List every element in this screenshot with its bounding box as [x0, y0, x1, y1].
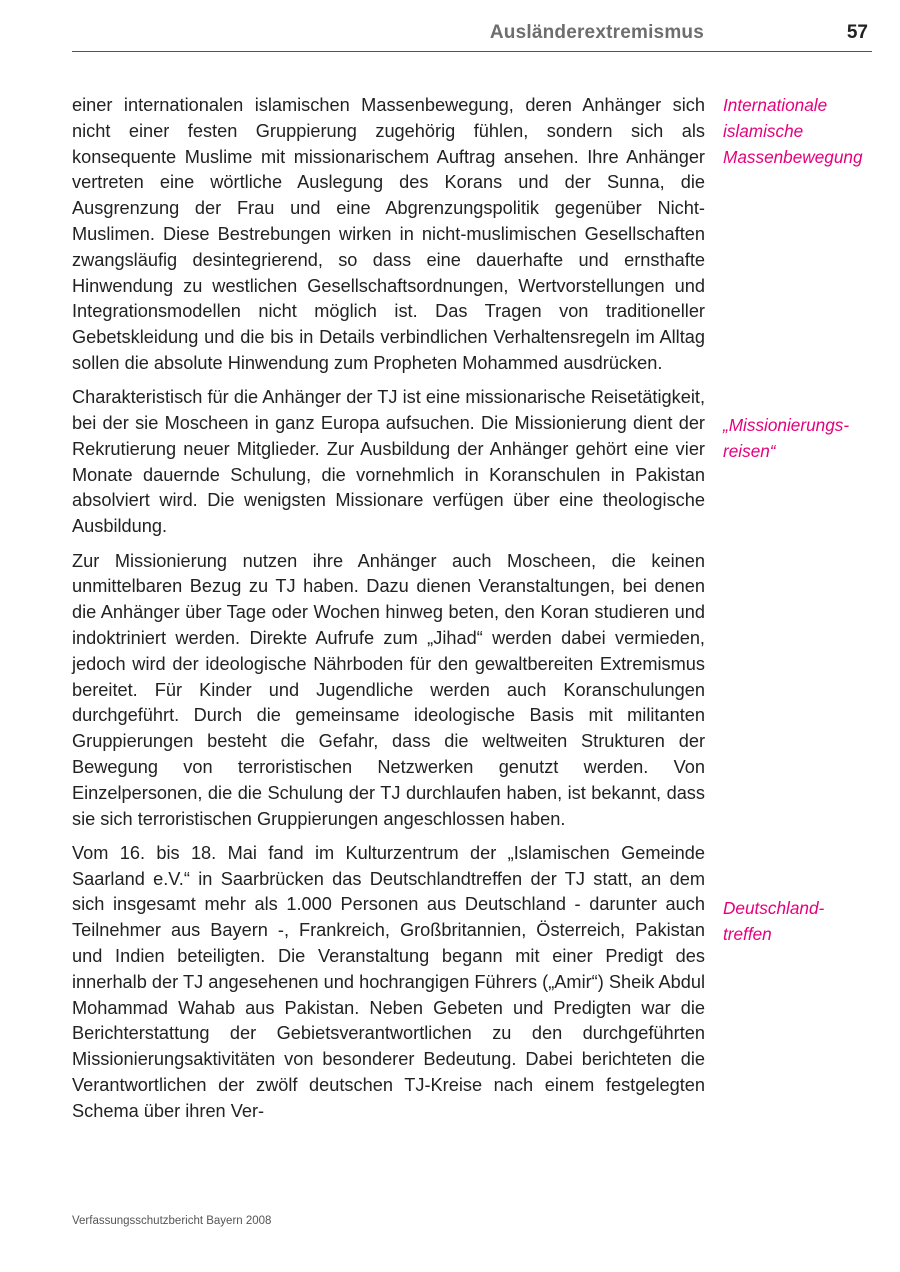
- main-text-column: [72, 93, 705, 1133]
- paragraph-missionierungsreisen: Charakteristisch für die Anhänger der TJ ist eine missionarische Reisetätigkeit, bei der sie Moscheen in ganz Europa aufsuchen. Die Missionierung dient der Rekrutierung neuer Mitglieder. Zur Ausbildung der Anhänger gehört eine vier Monate dauernde Schulung, die vornehmlich in Koranschulen in Pakistan absolviert wird. Die wenigsten Missionare verfügen über eine theologische Ausbildung.: [72, 387, 705, 537]
- section-title: Ausländerextremismus: [489, 22, 704, 43]
- running-header: [72, 22, 868, 52]
- paragraph-moscheen: Zur Missionierung nutzen ihre Anhänger auch Moscheen, die keinen unmittelbaren Bezug zu TJ haben. Dazu dienen Veranstaltungen, bei denen die Anhänger über Tage oder Wochen hinweg beten, den Koran studieren und indoktriniert werden. Direkte Aufrufe zum „Jihad“ werden dabei vermieden, jedoch wird der ideologische Nährboden für den gewaltbereiten Extremismus bereitet. Für Kinder und Jugendliche werden auch Koranschulungen durchgeführt. Durch die gemeinsame ideologische Basis mit militanten Gruppierungen besteht die Gefahr, dass die weltweiten Strukturen der Bewegung von terroristischen Netzwerken genutzt werden. Von Einzelpersonen, die die Schulung der TJ durchlaufen haben, ist bekannt, dass sie sich terroristischen Gruppierungen angeschlossen haben.: [72, 550, 705, 829]
- margin-note-massenbewegung: Internationale islamische Massenbewegung: [723, 95, 863, 167]
- page-footer: Verfassungsschutzbericht Bayern 2008: [72, 1215, 272, 1227]
- page-number: 57: [846, 22, 868, 43]
- paragraph-massenbewegung: einer internationalen islamischen Massenbewegung, deren Anhänger sich nicht einer festen Gruppierung zugehörig fühlen, sondern sich als konsequente Muslime mit missionarischem Auftrag ansehen. Ihre Anhänger vertreten eine wörtliche Auslegung des Korans und der Sunna, die Ausgrenzung der Frau und eine Abgrenzungspolitik gegenüber Nicht-Muslimen. Diese Bestrebungen wirken in nicht-muslimischen Gesellschaften zwangsläufig desintegrierend, so dass eine dauerhafte und ernsthafte Hinwendung zu westlichen Gesellschaftsordnungen, Wertvorstellungen und Integrationsmodellen nicht möglich ist. Das Tragen von traditioneller Gebetskleidung und die bis in Details verbindlichen Verhaltensregeln im Alltag sollen die absolute Hinwendung zum Propheten Mohammed ausdrücken.: [72, 95, 705, 373]
- paragraph-deutschlandtreffen: Vom 16. bis 18. Mai fand im Kulturzentrum der „Islamischen Gemeinde Saarland e.V.“ in Saarbrücken das Deutschlandtreffen der TJ statt, an dem sich insgesamt mehr als 1.000 Personen aus Deutschland - darunter auch Teilnehmer aus Bayern -, Frankreich, Großbritannien, Österreich, Pakistan und Indien beteiligten. Die Veranstaltung begann mit einer Predigt des innerhalb der TJ angesehenen und hochrangigen Führers („Amir“) Sheik Abdul Mohammad Wahab aus Pakistan. Neben Gebeten und Predigten war die Berichterstattung der Gebietsverantwortlichen zu den durchgeführten Missionierungsaktivitäten von besonderer Bedeutung. Dabei berichteten die Verantwortlichen der zwölf deutschen TJ-Kreise nach einem festgelegten Schema über ihren Ver-: [72, 842, 705, 1121]
- margin-note-missionierungsreisen: „Missionierungs- reisen“: [723, 415, 850, 461]
- margin-note-deutschlandtreffen: Deutschland- treffen: [723, 898, 825, 944]
- header-rule: [72, 51, 872, 52]
